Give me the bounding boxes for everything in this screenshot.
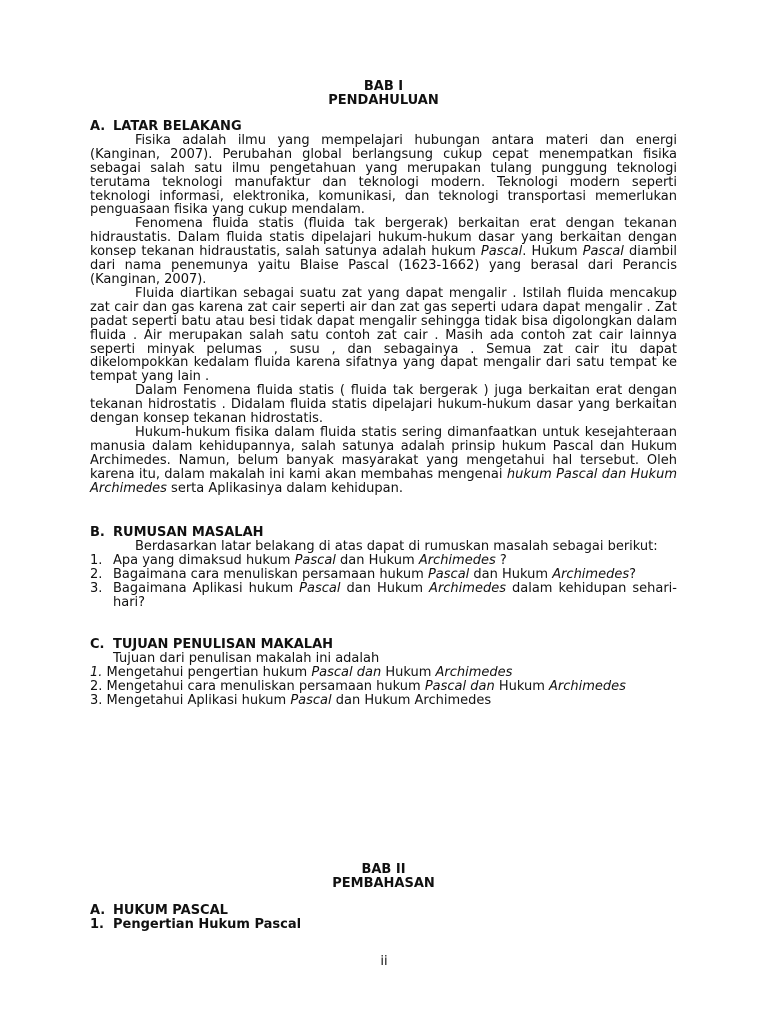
chapter-heading [90,863,677,891]
section-heading: A. HUKUM PASCAL [90,903,228,918]
chapter-subtitle: PENDAHULUAN [328,92,439,108]
paragraph: Fisika adalah ilmu yang mempelajari hubungan antara materi dan energi (Kanginan, 2007). Perubahan global berlangsung cukup cepat menempatkan fisika sebagai salah satu ilmu pengetahuan yang merupakan tulang punggung teknologi terutama teknologi manufaktur dan teknologi modern. Teknologi modern seperti teknologi informasi, elektronika, komunikasi, dan teknologi transportasi memerlukan penguasaan fisika yang cukup mendalam. [90,132,677,218]
paragraph: Dalam Fenomena fluida statis ( fluida tak bergerak ) juga berkaitan erat dengan tekanan hidrostatis . Didalam fluida statis dipelajari hukum-hukum dasar yang berkaitan dengan konsep tekanan hidrostatis. [90,383,677,427]
chapter-subtitle: PEMBAHASAN [332,875,435,891]
section-heading: C. TUJUAN PENULISAN MAKALAH [90,637,334,652]
list-item: 3. Bagaimana Aplikasi hukum Pascal dan Hukum Archimedes dalam kehidupan sehari-hari? [90,580,677,610]
list-item: 2. Bagaimana cara menuliskan persamaan hukum Pascal dan Hukum Archimedes? [90,566,637,582]
chapter-title: BAB II [361,862,406,877]
paragraph: Hukum-hukum fisika dalam fluida statis sering dimanfaatkan untuk kesejahteraan manusia dalam kehidupannya, salah satunya adalah prinsip hukum Pascal dan Hukum Archimedes. Namun, belum banyak masyarakat yang mengetahui hal tersebut. Oleh karena itu, dalam makalah ini kami akan membahas mengenai hukum Pascal dan Hukum Archimedes serta Aplikasinya dalam kehidupan. [90,424,677,496]
list-item: 1. Apa yang dimaksud hukum Pascal dan Hukum Archimedes ? [90,552,507,568]
paragraph: Fluida diartikan sebagai suatu zat yang dapat mengalir . Istilah fluida mencakup zat cair dan gas karena zat cair seperti air dan zat gas seperti udara dapat mengalir . Zat padat seperti batu atau besi tidak dapat mengalir sehingga tidak bisa digolongkan dalam fluida . Air merupakan salah satu contoh zat cair . Masih ada contoh zat cair lainnya seperti minyak pelumas , susu , dan sebagainya . Semua zat cair itu dapat dikelompokkan kedalam fluida karena sifatnya yang dapat mengalir dari satu tempat ke tempat yang lain . [90,285,677,385]
subsection-heading: 1. Pengertian Hukum Pascal [90,916,302,932]
list-item: 1. Mengetahui pengertian hukum Pascal dan Hukum Archimedes [90,664,513,680]
paragraph: Tujuan dari penulisan makalah ini adalah [113,650,380,666]
chapter-heading [90,80,677,108]
section-rumusan-masalah [90,526,677,609]
section-heading: A. LATAR BELAKANG [90,119,242,134]
section-hukum-pascal [90,904,677,932]
list-item: 3. Mengetahui Aplikasi hukum Pascal dan Hukum Archimedes [90,692,492,708]
section-heading: B. RUMUSAN MASALAH [90,525,264,540]
section-tujuan-penulisan [90,638,677,708]
chapter-title: BAB I [363,79,404,94]
paragraph: Fenomena fluida statis (fluida tak bergerak) berkaitan erat dengan tekanan hidraustatis. Dalam fluida statis dipelajari hukum-hukum dasar yang berkaitan dengan konsep tekanan hidraustatis, salah satunya adalah hukum Pascal. Hukum Pascal diambil dari nama penemunya yaitu Blaise Pascal (1623-1662) yang berasal dari Perancis (Kanginan, 2007). [90,216,677,287]
section-latar-belakang [90,120,677,495]
paragraph: Berdasarkan latar belakang di atas dapat di rumuskan masalah sebagai berikut: [135,538,658,554]
list-item: 2. Mengetahui cara menuliskan persamaan hukum Pascal dan Hukum Archimedes [90,678,626,694]
page-number: ii [380,954,388,969]
